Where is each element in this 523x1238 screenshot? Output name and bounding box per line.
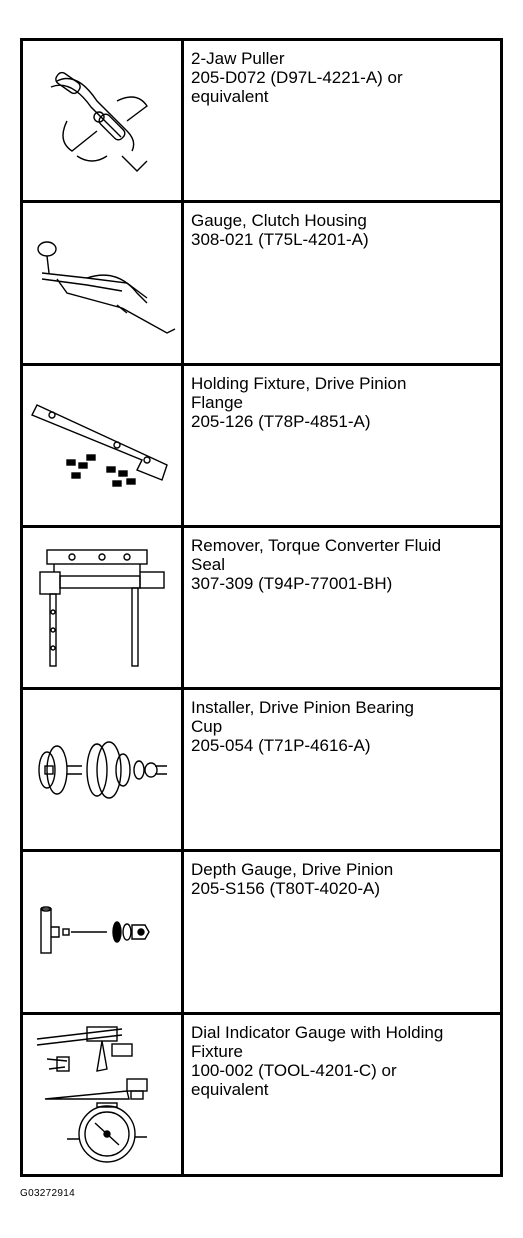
table-row <box>22 1013 502 1175</box>
tool-image-cell <box>22 202 183 364</box>
tool-image-cell <box>22 364 183 526</box>
figure-id: G03272914 <box>20 1188 75 1199</box>
table-row <box>22 689 502 851</box>
depth-gauge-icon <box>27 897 177 967</box>
seal-remover-icon <box>32 542 172 672</box>
table-row <box>22 40 502 202</box>
holding-fixture-icon <box>27 385 177 505</box>
tool-line: Remover, Torque Converter Fluid <box>191 535 442 555</box>
tool-line: Dial Indicator Gauge with Holding <box>191 1022 444 1042</box>
tool-image-cell <box>22 526 183 688</box>
tool-line: Fixture <box>191 1041 243 1061</box>
tool-line: Seal <box>191 554 226 574</box>
tool-line: equivalent <box>191 1079 269 1099</box>
tool-image-cell <box>22 1013 183 1175</box>
tool-line: 205-D072 (D97L-4221-A) or <box>191 68 403 87</box>
bearing-cup-installer-icon <box>27 730 177 810</box>
tool-image-cell <box>22 689 183 851</box>
two-jaw-puller-icon <box>37 61 167 181</box>
tool-description-cell <box>183 1013 502 1175</box>
dial-indicator-gauge-icon <box>27 1019 177 1169</box>
tool-line: Installer, Drive Pinion Bearing <box>191 698 415 718</box>
tool-line: equivalent <box>191 87 269 106</box>
tool-line: Holding Fixture, Drive Pinion <box>191 373 407 393</box>
tool-line: 100-002 (TOOL-4201-C) or <box>191 1060 397 1080</box>
tool-description-cell <box>183 526 502 688</box>
tool-description-cell <box>183 364 502 526</box>
table-row <box>22 202 502 364</box>
table-row <box>22 364 502 526</box>
table-row <box>22 526 502 688</box>
tool-line: 2-Jaw Puller <box>191 49 285 68</box>
special-tools-table <box>20 38 503 1177</box>
tool-image-cell <box>22 40 183 202</box>
clutch-housing-gauge-icon <box>27 223 177 343</box>
tool-description-cell <box>183 851 502 1013</box>
tool-line: Flange <box>191 392 243 412</box>
tool-image-cell <box>22 851 183 1013</box>
tool-line: 205-126 (T78P-4851-A) <box>191 411 371 431</box>
tool-line: Gauge, Clutch Housing <box>191 211 367 231</box>
table-row <box>22 851 502 1013</box>
tool-description-cell <box>183 689 502 851</box>
tool-line: 205-S156 (T80T-4020-A) <box>191 879 380 899</box>
tool-line: Depth Gauge, Drive Pinion <box>191 860 394 880</box>
tool-line: 308-021 (T75L-4201-A) <box>191 230 369 250</box>
tool-line: 205-054 (T71P-4616-A) <box>191 736 371 756</box>
tool-line: Cup <box>191 717 223 737</box>
tool-line: 307-309 (T94P-77001-BH) <box>191 573 393 593</box>
tool-description-cell <box>183 202 502 364</box>
tool-description-cell <box>183 40 502 202</box>
